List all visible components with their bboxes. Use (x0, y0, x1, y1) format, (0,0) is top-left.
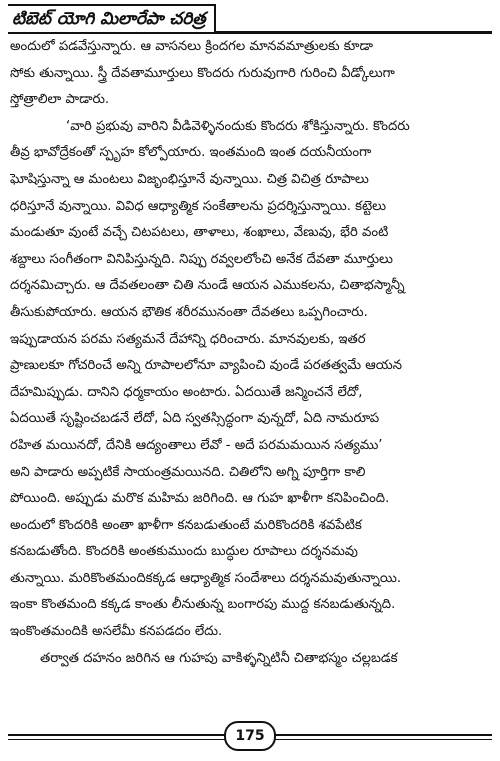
text-line: అందులో కొందరికి అంతా ఖాళీగా కనబడుతుంటే మరికొందరికి శవపేటిక (10, 517, 362, 533)
text-line: శబ్దాలు సంగీతంగా వినిపిస్తున్నది. నిప్పు రవ్వలలోంచి అనేక దేవతా మూర్తులు (10, 251, 393, 267)
text-line: పోయింది. అప్పుడు మరొక మహిమ జరిగింది. ఆ గుహ ఖాళీగా కనిపించింది. (10, 491, 390, 507)
text-line: ఘోషిస్తున్నా ఆ మంటలు విజృంభిస్తూనే వున్నాయి. చిత్ర విచిత్ర రూపాలు (10, 171, 369, 187)
text-line: దర్శనమిచ్చారు. ఆ దేవతలంతా చితి నుండే ఆయన ఎముకలను, చితాభస్మాన్నీ (10, 278, 405, 294)
text-line: దేహమిప్పుడు. దానిని ధర్మకాయం అంటారు. ఏదయితే జన్మించనే లేదో, (10, 384, 363, 400)
page-footer (8, 718, 492, 752)
paragraph-start-line: తర్వాత దహనం జరిగిన ఆ గుహపు వాకిళ్ళన్నిటినీ చితాభస్మం చల్లబడక (40, 650, 398, 666)
text-line: ధరిస్తూనే వున్నాయి. వివిధ ఆధ్యాత్మిక సంకేతాలను ప్రదర్శిస్తున్నాయి. కట్టెలు (10, 198, 387, 214)
page-number: 175 (224, 721, 276, 751)
text-line: ఏదయితే సృష్టించబడనే లేదో, ఏది స్వతస్సిద్ధంగా వున్నదో, ఏది నామరూప (10, 411, 380, 427)
page-body (10, 34, 490, 702)
text-line: ఇప్పుడాయన పరమ సత్యమనే దేహాన్ని ధరించారు. మానవులకు, ఇతర (10, 331, 366, 347)
text-line: కనబడుతోంది. కొందరికి అంతకుముందు బుద్ధుల రూపాలు దర్శనమవు (10, 544, 358, 560)
text-line: సోకు తున్నాయి. స్త్రీ దేవతామూర్తులు కొందరు గురువుగారి గురించి వీడ్కోలుగా (10, 65, 395, 81)
text-line: అని పాడారు అప్పటికే సాయంత్రమయినది. చితిలోని అగ్ని పూర్తిగా కాలి (10, 464, 366, 480)
text-line: ప్రాణులకూ గోచరించే అన్ని రూపాలలోనూ వ్యాపించి వుండే పరతత్వమే ఆయన (10, 358, 402, 374)
paragraph-start-line: ‘వారి ప్రభువు వారిని వీడివెళ్ళినందుకు కొందరు శోకిస్తున్నారు. కొందరు (66, 118, 410, 134)
text-line: తున్నాయి. మరికొంతమందికక్కడ ఆధ్యాత్మిక సందేశాలు దర్శనమవుతున్నాయి. (10, 570, 402, 586)
book-title: టిబెట్ యోగి మిలారేపా చరిత్ర (8, 4, 216, 34)
text-line: అందులో పడవేస్తున్నారు. ఆ వాసనలు క్రిందగల మానవమాత్రులకు కూడా (10, 39, 373, 54)
text-line: ఇంకొంతమందికి అసలేమీ కనపడదం లేదు. (10, 624, 223, 640)
text-line: తీసుకుపోయారు. ఆయన భౌతిక శరీరమునంతా దేవతలు ఒప్పగించారు. (10, 304, 368, 320)
text-line: రహిత మయినదో, దేనికి ఆద్యంతాలు లేవో - అదే పరమమయిన సత్యము’ (10, 437, 383, 453)
text-line: స్తోత్రాలిలా పాడారు. (10, 92, 110, 108)
text-line: మండుతూ వుంటే వచ్చే చిటపటలు, తాళాలు, శంఖాలు, వేణువు, భేరి వంటి (10, 225, 389, 241)
text-line: తీవ్ర భావోద్రేకంతో స్పృహ కోల్పోయారు. ఇంతమంది ఇంత దయనీయంగా (10, 145, 372, 161)
running-header (8, 4, 492, 34)
text-line: ఇంకా కొంతమంది కక్కడ కాంతు లీనుతున్న బంగారపు ముద్ద కనబడుతున్నది. (10, 597, 396, 613)
